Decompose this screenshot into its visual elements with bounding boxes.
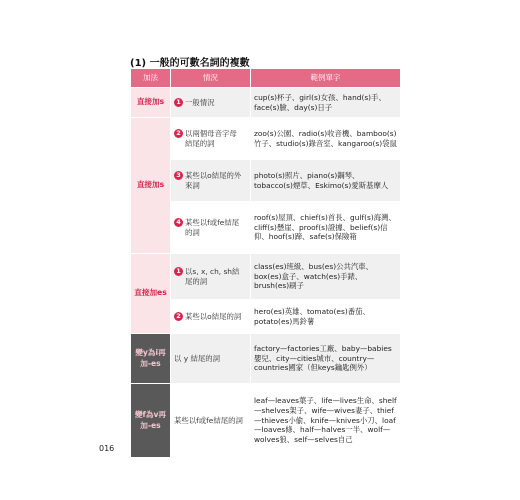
situation-cell	[171, 88, 251, 118]
table-row	[131, 160, 401, 202]
table-row	[131, 384, 401, 458]
situation-cell: 以 y 結尾的詞	[171, 334, 251, 384]
table-row	[131, 88, 401, 118]
table-row	[131, 300, 401, 334]
example-cell: zoo(s)公園、radio(s)收音機、bamboo(s)竹子、studio(s)錄音室、kangaroo(s)袋鼠	[251, 118, 401, 160]
number-badge: 4	[174, 218, 183, 227]
number-badge: 2	[174, 312, 183, 321]
situation-text: 某些以o結尾的外來詞	[185, 170, 242, 190]
method-cell: 直接加s	[131, 88, 171, 118]
example-cell: cup(s)杯子、girl(s)女孩、hand(s)手、face(s)臉、day(s)日子	[251, 88, 401, 118]
number-badge: 1	[174, 267, 183, 276]
method-cell: 直接加es	[131, 254, 171, 334]
table-row	[131, 334, 401, 384]
header-situation: 情況	[171, 69, 251, 88]
example-cell: leaf—leaves葉子、life—lives生命、shelf—shelves架子、wife—wives妻子、thief—thieves小偷、knife—knives小刀、loaf—loaves條、half—halves一半、wolf—wolves狼、self—selves自己	[251, 384, 401, 458]
situation-text: 一般情況	[185, 97, 215, 107]
number-badge: 3	[174, 171, 183, 180]
situation-text: 某些以f或fe結尾的詞	[185, 217, 240, 237]
situation-cell	[171, 300, 251, 334]
situation-text: 以s, x, ch, sh結尾的詞	[185, 266, 240, 286]
page-number: 016	[99, 444, 115, 453]
header-method: 加法	[131, 69, 171, 88]
example-cell: class(es)班級、bus(es)公共汽車、box(es)盒子、watch(es)手錶、brush(es)刷子	[251, 254, 401, 300]
situation-cell: 某些以f或fe結尾的詞	[171, 384, 251, 458]
header-examples: 範例單字	[251, 69, 401, 88]
example-cell: photo(s)照片、piano(s)鋼琴、tobacco(s)煙草、Eskimo(s)愛斯基摩人	[251, 160, 401, 202]
example-cell: hero(es)英雄、tomato(es)番茄、potato(es)馬鈴薯	[251, 300, 401, 334]
situation-text: 某些以o結尾的詞	[185, 311, 242, 321]
situation-cell	[171, 254, 251, 300]
table-header-row	[131, 69, 401, 88]
situation-text: 以兩個母音字母結尾的詞	[185, 128, 237, 148]
number-badge: 2	[174, 129, 183, 138]
number-badge: 1	[174, 98, 183, 107]
situation-cell	[171, 160, 251, 202]
plural-rules-table	[130, 68, 401, 458]
method-cell: 變f為v再加-es	[131, 384, 171, 458]
section-title: (1) 一般的可數名詞的複數	[130, 58, 250, 69]
example-cell: roof(s)屋頂、chief(s)首長、gulf(s)海灣、cliff(s)懸崖、proof(s)證據、belief(s)信仰、hoof(s)蹄、safe(s)保險箱	[251, 202, 401, 254]
table-row	[131, 254, 401, 300]
table-row	[131, 202, 401, 254]
method-cell: 直接加s	[131, 118, 171, 254]
situation-cell	[171, 118, 251, 160]
method-cell: 變y為i再加-es	[131, 334, 171, 384]
situation-cell	[171, 202, 251, 254]
example-cell: factory—factories工廠、baby—babies嬰兒、city—cities城市、country—countries國家（但keys鑰匙例外）	[251, 334, 401, 384]
table-row	[131, 118, 401, 160]
